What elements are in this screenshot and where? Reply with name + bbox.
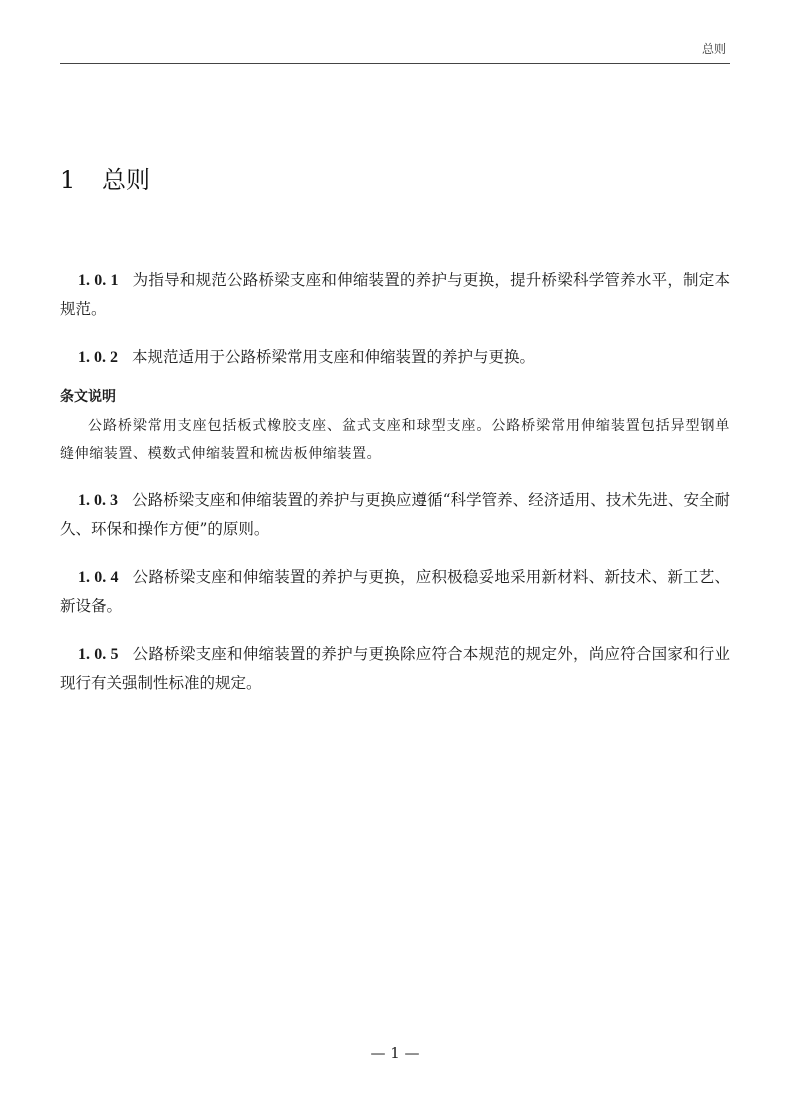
clause-number: 1. 0. 2 bbox=[78, 349, 118, 366]
clause-number: 1. 0. 1 bbox=[78, 272, 119, 289]
chapter-title bbox=[60, 164, 150, 196]
clause-number: 1. 0. 4 bbox=[78, 569, 119, 586]
clause-1-0-1 bbox=[60, 266, 730, 323]
clause-1-0-5 bbox=[60, 640, 730, 697]
explanation-heading: 条文说明 bbox=[60, 389, 116, 405]
clause-text: 公路桥梁支座和伸缩装置的养护与更换，应积极稳妥地采用新材料、新技术、新工艺、新设备。 bbox=[60, 568, 730, 615]
clause-text: 为指导和规范公路桥梁支座和伸缩装置的养护与更换，提升桥梁科学管养水平，制定本规范。 bbox=[60, 271, 730, 318]
page-number: — 1 — bbox=[370, 1044, 420, 1062]
running-head: 总则 bbox=[701, 42, 726, 56]
clause-number: 1. 0. 5 bbox=[78, 646, 119, 663]
clause-1-0-3 bbox=[60, 486, 730, 543]
chapter-title-text: 总则 bbox=[102, 166, 150, 194]
clause-1-0-4 bbox=[60, 563, 730, 620]
clause-number: 1. 0. 3 bbox=[78, 492, 119, 509]
header-rule bbox=[60, 63, 730, 64]
clause-text: 公路桥梁支座和伸缩装置的养护与更换除应符合本规范的规定外，尚应符合国家和行业现行有关强制性标准的规定。 bbox=[60, 645, 730, 692]
clause-text: 公路桥梁支座和伸缩装置的养护与更换应遵循“科学管养、经济适用、技术先进、安全耐久、环保和操作方便”的原则。 bbox=[60, 491, 731, 538]
chapter-number: 1 bbox=[60, 166, 76, 194]
explanation-text: 公路桥梁常用支座包括板式橡胶支座、盆式支座和球型支座。公路桥梁常用伸缩装置包括异型钢单缝伸缩装置、模数式伸缩装置和梳齿板伸缩装置。 bbox=[60, 418, 730, 462]
clause-text: 本规范适用于公路桥梁常用支座和伸缩装置的养护与更换。 bbox=[132, 348, 536, 366]
clause-1-0-2 bbox=[60, 343, 730, 372]
main-content bbox=[60, 266, 730, 717]
